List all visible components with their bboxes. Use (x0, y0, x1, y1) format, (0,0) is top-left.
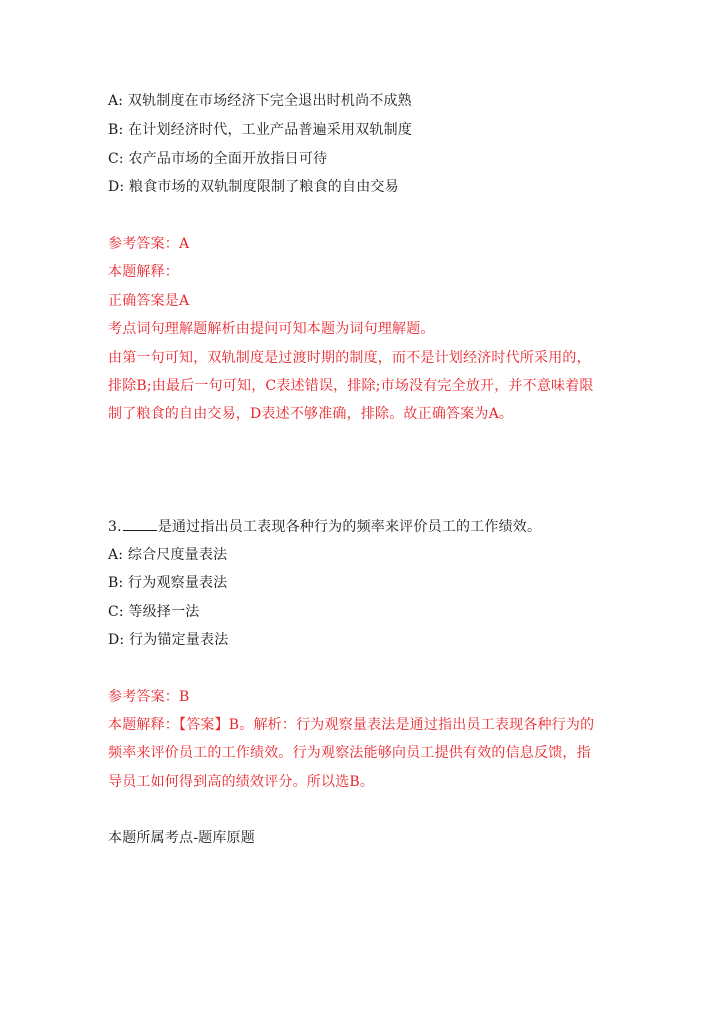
q2-option-c: C: 农产品市场的全面开放指日可待 (108, 151, 328, 167)
q3-option-b: B: 行为观察量表法 (108, 575, 228, 591)
q2-explanation-line-1: 由第一句可知，双轨制度是过渡时期的制度，而不是计划经济时代所采用的， (108, 350, 591, 366)
q2-explanation-line-2: 排除B;由最后一句可知，C表述错误，排除;市场没有完全放开，并不意味着限 (108, 378, 594, 394)
q3-stem-text: 是通过指出员工表现各种行为的频率来评价员工的工作绩效。 (157, 519, 542, 535)
q3-stem (108, 518, 541, 536)
q2-option-b: B: 在计划经济时代，工业产品普遍采用双轨制度 (108, 122, 413, 138)
q2-option-d: D: 粮食市场的双轨制度限制了粮食的自由交易 (108, 179, 399, 195)
q2-point: 考点词句理解题解析由提问可知本题为词句理解题。 (108, 321, 435, 337)
q2-correct-answer: 正确答案是A (108, 293, 190, 309)
q3-number: 3. (108, 519, 122, 535)
q3-answer: 参考答案：B (108, 689, 190, 705)
q2-explanation-line-3: 制了粮食的自由交易，D表述不够准确，排除。故正确答案为A。 (108, 406, 514, 422)
q3-option-d: D: 行为锚定量表法 (108, 632, 229, 648)
q3-blank (123, 518, 157, 531)
q3-option-c: C: 等级择一法 (108, 604, 200, 620)
q3-explanation-line-1: 本题解释：【答案】B。解析：行为观察量表法是通过指出员工表现各种行为的 (108, 717, 595, 733)
q2-option-a: A: 双轨制度在市场经济下完全退出时机尚不成熟 (108, 93, 412, 109)
q3-explanation-line-2: 频率来评价员工的工作绩效。行为观察法能够向员工提供有效的信息反馈，指 (108, 745, 591, 761)
question-source-note: 本题所属考点-题库原题 (108, 830, 255, 846)
q2-answer: 参考答案：A (108, 236, 190, 252)
q2-explanation-label: 本题解释： (108, 264, 179, 280)
q3-option-a: A: 综合尺度量表法 (108, 547, 228, 563)
q3-explanation-line-3: 导员工如何得到高的绩效评分。所以选B。 (108, 774, 375, 790)
